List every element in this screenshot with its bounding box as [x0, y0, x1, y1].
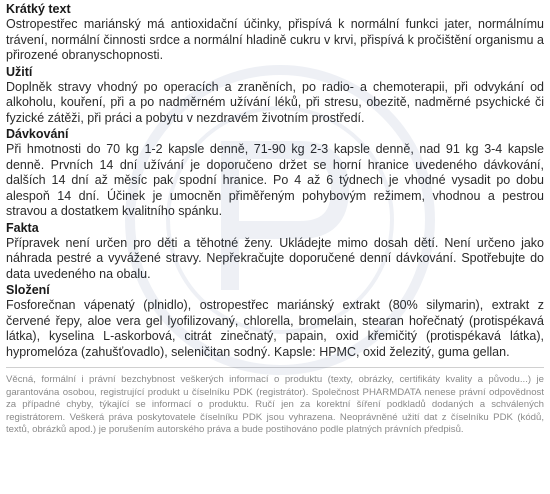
- section-facts: [6, 221, 544, 283]
- section-composition: [6, 283, 544, 360]
- section-body: Fosforečnan vápenatý (plnidlo), ostropestřec mariánský extrakt (80% silymarin), extrakt z červené řepy, aloe vera gel lyofilizovaný, chlorella, bromelain, stearan hořečnatý (protispékavá látka), kyselina L-askorbová, citrát zinečnatý, papain, oxid křemičitý (protispékavá látka), hypromelóza (zahušťovadlo), seleničitan sodný. Kapsle: HPMC, oxid železitý, guma gellan.: [6, 298, 544, 359]
- section-heading: Dávkování: [6, 127, 69, 141]
- legal-disclaimer: Věcná, formální i právní bezchybnost veškerých informací o produktu (texty, obrázky, certifikáty kvality a původu...) je garantována osobou, registrující produkt u číselníku PDK (registrátor). Společnost PHARMDATA nenese právní odpovědnost za případné chyby, týkající se informací o produktu. Ručí jen za korektní šíření podkladů dodaných a schválených registrátorem. Veškerá práva poskytovatele číselníku PDK jsou vyhrazena. Neoprávněné užití dat z číselníku PDK (kódů, textů, obrázků apod.) je porušením autorského práva a bude postihováno podle platných právních předpisů.: [6, 374, 544, 436]
- section-heading: Krátký text: [6, 2, 71, 16]
- section-heading: Užití: [6, 64, 33, 79]
- section-short-text: [6, 2, 544, 64]
- section-body: Ostropestřec mariánský má antioxidační účinky, přispívá k normální funkci jater, normálnímu trávení, normální činnosti srdce a normální hladině cukru v krvi, přispívá k pročištění organismu a přirozené obranyschopnosti.: [6, 17, 544, 62]
- disclaimer-divider: [6, 367, 544, 368]
- section-body: Při hmotnosti do 70 kg 1-2 kapsle denně, 71-90 kg 2-3 kapsle denně, nad 91 kg 3-4 kapsle denně. Prvních 14 dní užívání je doporučeno držet se horní hranice uvedeného dávkování, dalších 14 dní až měsíc pak spodní hranice. Po 4 až 6 týdnech je vhodné vysadit po dobu alespoň 14 dní. Účinek je umocněn přiměřeným pohybovým režimem, vhodnou a pestrou stravou a dostatkem kvalitního spánku.: [6, 142, 544, 218]
- section-body: Doplněk stravy vhodný po operacích a zraněních, po radio- a chemoterapii, při odvykání od alkoholu, kouření, při a po nadměrném užívání léků, při stresu, obezitě, nadměrné psychické či fyzické zátěži, při práci a pobytu v nezdravém životním prostředí.: [6, 79, 544, 125]
- section-dosage: [6, 127, 544, 220]
- section-body: Přípravek není určen pro děti a těhotné ženy. Ukládejte mimo dosah dětí. Není určeno jako náhrada pestré a vyvážené stravy. Nepřekračujte doporučené denní dávkování. Spotřebujte do data uvedeného na obalu.: [6, 235, 544, 281]
- section-heading: Fakta: [6, 220, 39, 235]
- section-usage: [6, 65, 544, 127]
- section-heading: Složení: [6, 283, 50, 297]
